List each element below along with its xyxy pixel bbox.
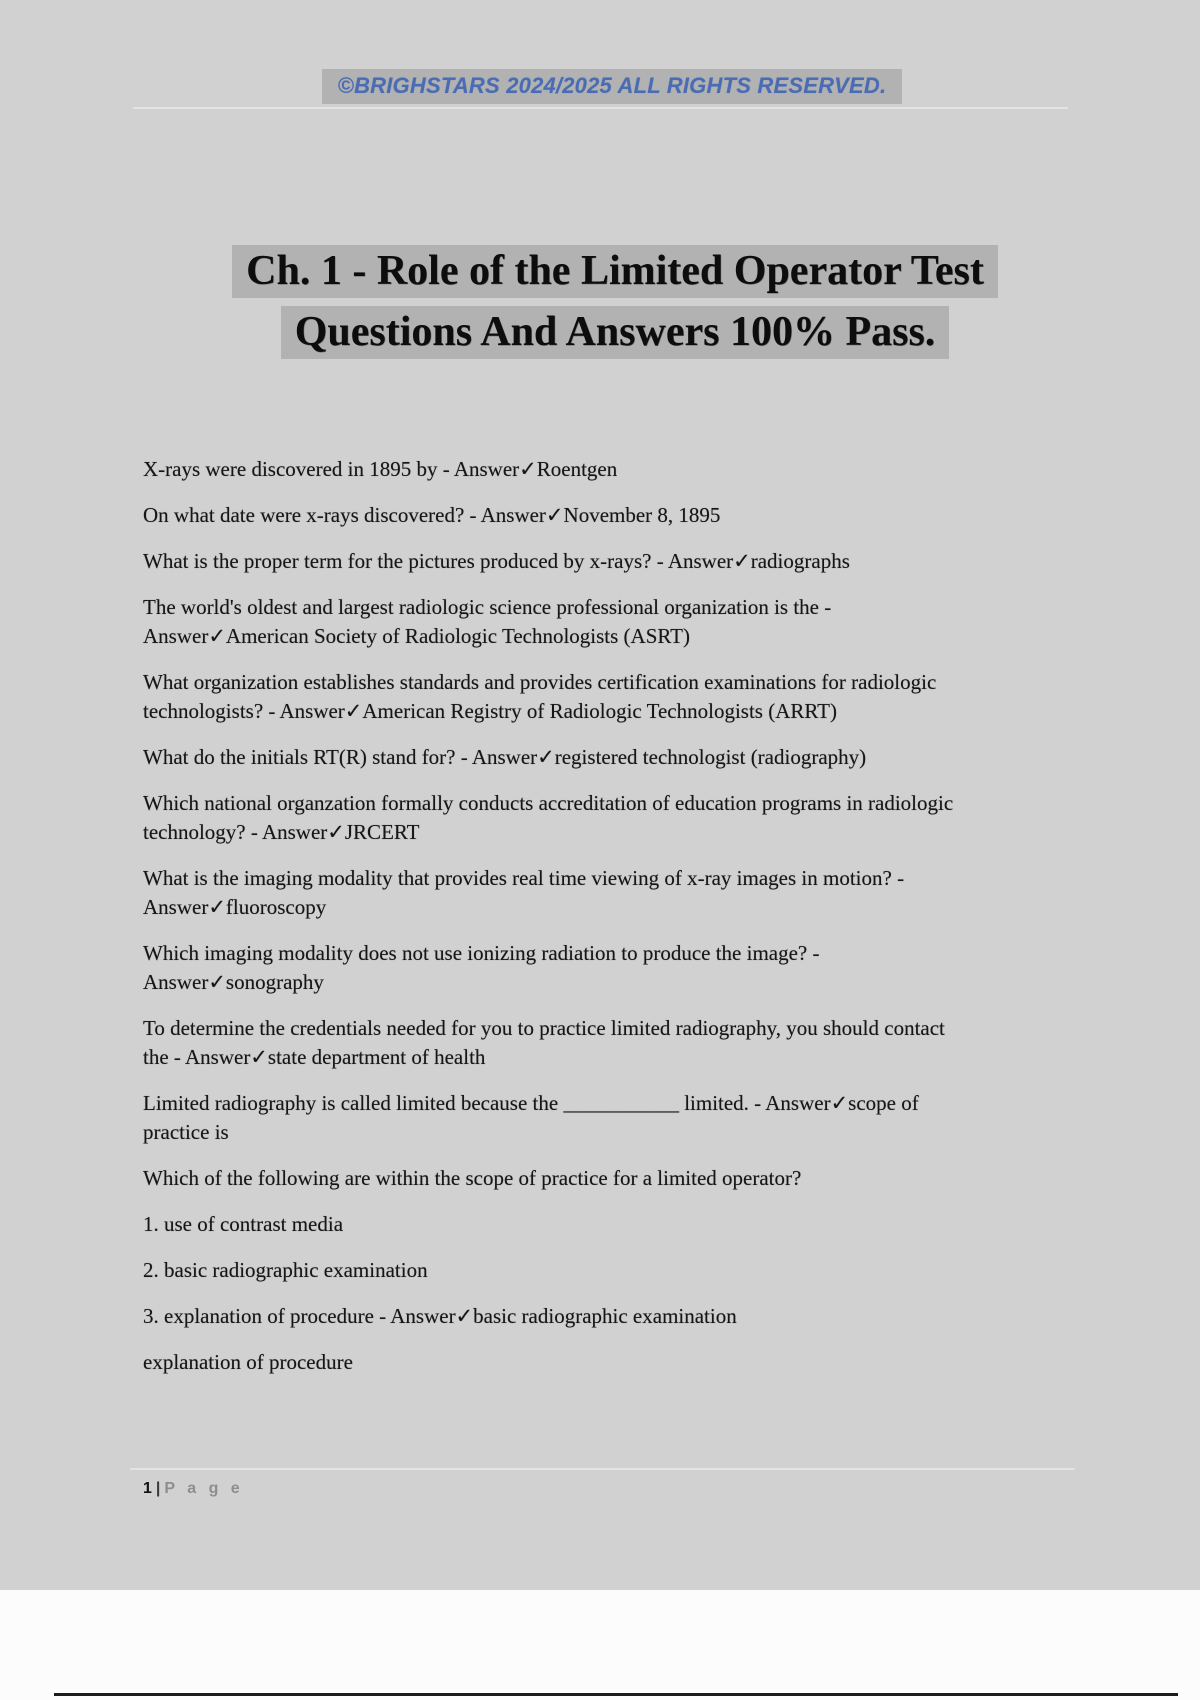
qa-line: Which national organzation formally conducts accreditation of education programs in radiologic — [143, 791, 954, 815]
qa-line: 1. use of contrast media — [143, 1212, 344, 1236]
title-line-1: Ch. 1 - Role of the Limited Operator Test — [232, 245, 998, 298]
qa-paragraph — [143, 939, 1143, 997]
qa-line: technologists? - Answer✓American Registry of Radiologic Technologists (ARRT) — [143, 699, 837, 723]
document-title — [30, 241, 1200, 363]
qa-line: explanation of procedure — [143, 1350, 353, 1374]
page-number: 1 — [143, 1480, 154, 1497]
qa-paragraph — [143, 593, 1143, 651]
qa-paragraph — [143, 1302, 1143, 1331]
qa-line: What do the initials RT(R) stand for? - Answer✓registered technologist (radiography) — [143, 745, 867, 769]
qa-paragraph — [143, 668, 1143, 726]
qa-line: Which imaging modality does not use ionizing radiation to produce the image? - — [143, 941, 820, 965]
copyright-notice: ©BRIGHSTARS 2024/2025 ALL RIGHTS RESERVED. — [322, 69, 903, 104]
footer-separator: | — [155, 1480, 161, 1497]
page-header — [24, 69, 1200, 104]
qa-line: On what date were x-rays discovered? - Answer✓November 8, 1895 — [143, 503, 721, 527]
qa-line: What is the imaging modality that provides real time viewing of x-ray images in motion? - — [143, 866, 905, 890]
qa-line: Which of the following are within the scope of practice for a limited operator? — [143, 1166, 802, 1190]
qa-paragraph — [143, 455, 1143, 484]
qa-line: X-rays were discovered in 1895 by - Answer✓Roentgen — [143, 457, 618, 481]
qa-line: What organization establishes standards and provides certification examinations for radiologic — [143, 670, 937, 694]
qa-paragraph — [143, 1164, 1143, 1193]
qa-line: Answer✓sonography — [143, 970, 324, 994]
qa-line: The world's oldest and largest radiologic science professional organization is the - — [143, 595, 832, 619]
qa-line: technology? - Answer✓JRCERT — [143, 820, 420, 844]
footer-divider — [130, 1468, 1075, 1470]
next-page-top-edge — [54, 1693, 1178, 1696]
qa-line: To determine the credentials needed for you to practice limited radiography, you should contact — [143, 1016, 945, 1040]
qa-line: the - Answer✓state department of health — [143, 1045, 486, 1069]
qa-paragraph — [143, 1014, 1143, 1072]
qa-line: What is the proper term for the pictures produced by x-rays? - Answer✓radiographs — [143, 549, 850, 573]
qa-paragraph — [143, 789, 1143, 847]
qa-paragraph — [143, 1256, 1143, 1285]
qa-content — [143, 455, 1143, 1394]
title-line-2: Questions And Answers 100% Pass. — [281, 306, 950, 359]
qa-paragraph — [143, 1210, 1143, 1239]
qa-line: Answer✓fluoroscopy — [143, 895, 327, 919]
qa-line: practice is — [143, 1120, 229, 1144]
qa-paragraph — [143, 864, 1143, 922]
qa-line: Answer✓American Society of Radiologic Technologists (ASRT) — [143, 624, 690, 648]
qa-paragraph — [143, 501, 1143, 530]
page-label: P a g e — [164, 1480, 244, 1497]
qa-line: Limited radiography is called limited because the ___________ limited. - Answer✓scope of — [143, 1091, 919, 1115]
qa-paragraph — [143, 1348, 1143, 1377]
page-footer — [143, 1479, 244, 1499]
qa-paragraph — [143, 547, 1143, 576]
header-divider — [133, 107, 1068, 109]
qa-paragraph — [143, 1089, 1143, 1147]
qa-line: 2. basic radiographic examination — [143, 1258, 428, 1282]
qa-line: 3. explanation of procedure - Answer✓basic radiographic examination — [143, 1304, 737, 1328]
qa-paragraph — [143, 743, 1143, 772]
